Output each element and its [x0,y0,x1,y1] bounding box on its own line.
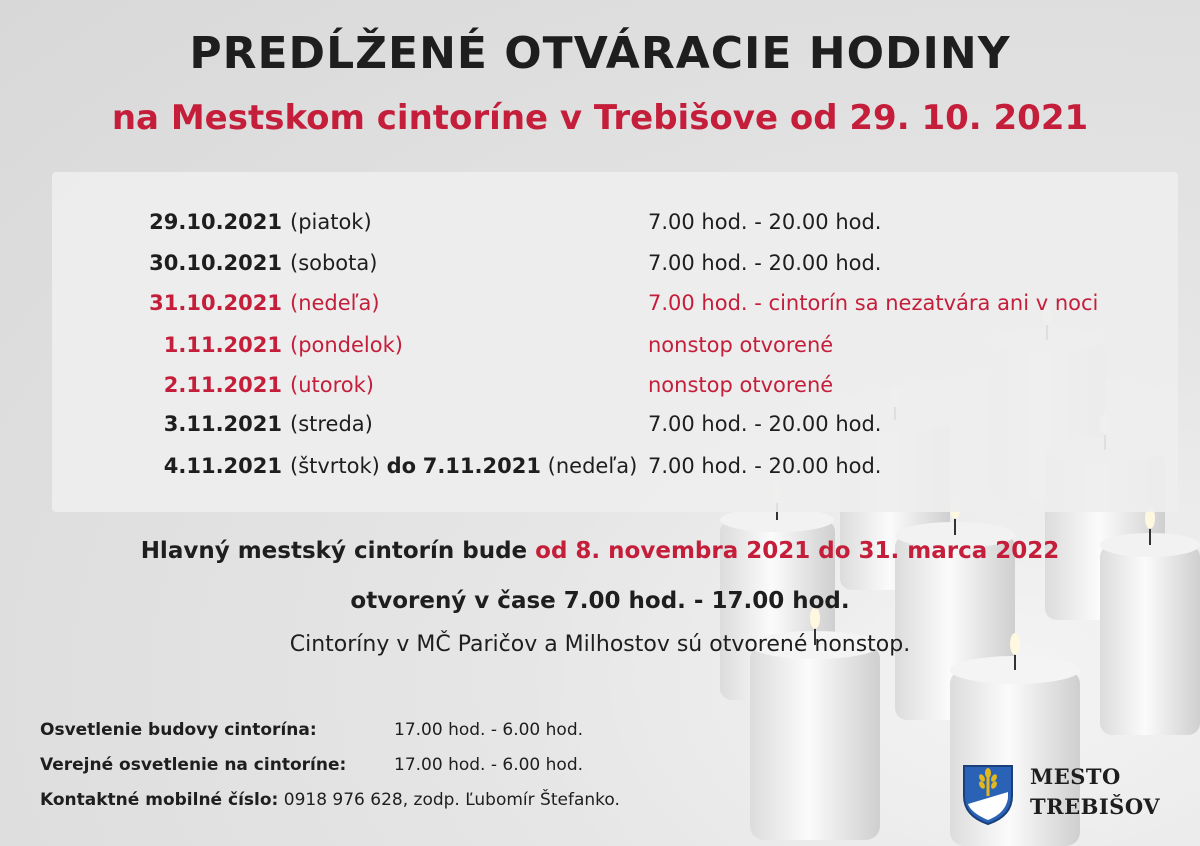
page-subtitle: na Mestskom cintoríne v Trebišove od 29. 10. 2021 [111,98,1089,138]
schedule-time: 7.00 hod. - 20.00 hod. [648,412,882,436]
logo-text-line-2: TREBIŠOV [1030,794,1161,819]
schedule-time: nonstop otvorené [648,333,834,357]
schedule-date: 3.11.2021 [163,412,282,436]
schedule-row [52,327,1178,363]
info-label: Osvetlenie budovy cintorína: [40,720,317,740]
schedule-row [52,448,1178,484]
info-label: Kontaktné mobilné číslo: [40,790,279,810]
town-crest-icon [962,764,1014,826]
schedule-day: (streda) [290,412,373,436]
schedule-date-end: 7.11.2021 [422,454,541,478]
info-building-lighting [40,718,583,742]
notice-text: Hlavný mestský cintorín bude [140,538,536,564]
range-word: do [386,454,417,478]
schedule-day: (pondelok) [290,333,403,357]
schedule-row [52,204,1178,240]
info-value: 17.00 hod. - 6.00 hod. [394,720,584,740]
info-value: 17.00 hod. - 6.00 hod. [394,755,584,775]
schedule-time: nonstop otvorené [648,373,834,397]
schedule-day-range [290,448,637,484]
schedule-date: 1.11.2021 [163,333,282,357]
schedule-day: (nedeľa) [290,291,380,315]
schedule-date: 2.11.2021 [163,373,282,397]
notice-line-3: Cintoríny v MČ Paričov a Milhostov sú otvorené nonstop. [289,632,911,657]
schedule-day-end: (nedeľa) [547,454,638,478]
schedule-row [52,245,1178,281]
notice-line-2: otvorený v čase 7.00 hod. - 17.00 hod. [350,588,850,614]
schedule-date: 30.10.2021 [149,251,282,275]
info-label: Verejné osvetlenie na cintoríne: [40,755,347,775]
schedule-day: (piatok) [290,210,372,234]
schedule-date: 4.11.2021 [163,454,282,478]
info-contact [40,788,620,812]
schedule-time: 7.00 hod. - 20.00 hod. [648,210,882,234]
schedule-day: (sobota) [290,251,378,275]
schedule-date: 29.10.2021 [149,210,282,234]
logo-text-line-1: MESTO [1030,764,1121,789]
notice-period: od 8. novembra 2021 do 31. marca 2022 [535,538,1060,564]
page-title: PREDĹŽENÉ OTVÁRACIE HODINY [189,28,1011,79]
schedule-row [52,406,1178,442]
schedule-time: 7.00 hod. - 20.00 hod. [648,251,882,275]
schedule-row [52,367,1178,403]
schedule-date: 31.10.2021 [149,291,282,315]
schedule-time: 7.00 hod. - cintorín sa nezatvára ani v noci [648,291,1099,315]
info-public-lighting [40,753,583,777]
schedule-day: (štvrtok) [290,454,380,478]
notice-line-1 [0,538,1200,564]
info-value: 0918 976 628, zodp. Ľubomír Štefanko. [283,790,620,810]
schedule-row [52,285,1178,321]
schedule-table [52,172,1178,512]
schedule-day: (utorok) [290,373,374,397]
schedule-time: 7.00 hod. - 20.00 hod. [648,454,882,478]
